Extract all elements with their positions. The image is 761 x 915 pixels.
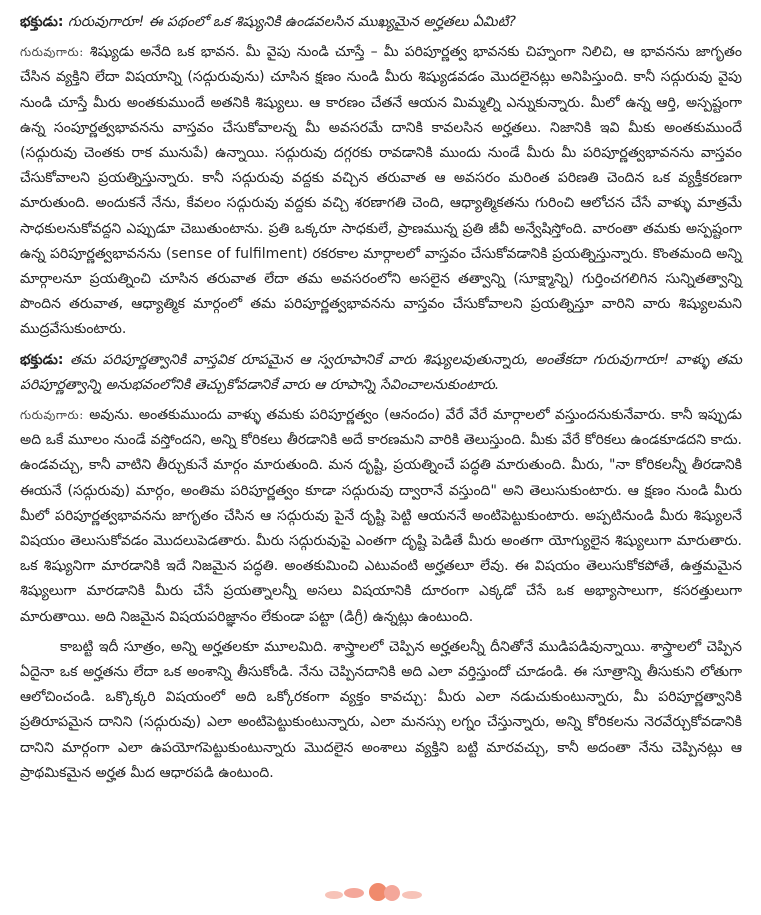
speaker-label: భక్తుడు: xyxy=(20,14,64,30)
answer-text: శిష్యుడు అనేది ఒక భావన. మీ వైపు నుండి చూస్తే – మీ పరిపూర్ణత్వ భావనకు చిహ్నంగా నిలిచి, ఆ భావనను జాగృతం చేసిన వ్యక్తిని లేదా విషయాన్ని (సద్గురువును) చూసిన క్షణం నుండి మీరు శిష్యుడవడం మొదలైనట్లు అనిపిస్తుంది. కానీ సద్గురువు వైపు నుండి చూస్తే మీరు అంతకుముందే అతనికి శిష్యులు. ఆ కారణం చేతనే ఆయన మిమ్మల్ని ఎన్నుకున్నారు. మీలో ఉన్న ఆర్తి, అస్పష్టంగా ఉన్న సంపూర్ణత్వభావనను వాస్తవం చేసుకోవాలన్న మీ అవసరమే దానికి కావలసిన అర్హతలు. నిజానికి ఇవి మీకు అంతకుముందే (సద్గురువు చెంతకు రాక మునుపే) ఉన్నాయి. సద్గురువు దగ్గరకు రావడానికి ముందు నుండే మీరు మీ పరిపూర్ణత్వభావనను వాస్తవం చేసుకోవాలని ప్రయత్నిస్తున్నారు. కానీ సద్గురువు వద్దకు వచ్చిన తరువాత ఆ అవసరం మరింత పరిణతి చెందిన ఒక వ్యక్తీకరణగా మారుతుంది. అందుకనే నేను, కేవలం సద్గురువు వద్దకు వచ్చి శరణాగతి చెంది, ఆధ్యాత్మికతను గురించి ఆలోచన చేసే వాళ్ళు మాత్రమే సాధకులనుకోవద్దని ఎప్పుడూ చెబుతుంటాను. ప్రతి ఒక్కరూ సాధకులే, ప్రాణమున్న ప్రతి జీవీ అన్వేషిస్తోంది. వారంతా తమకు అస్పష్టంగా ఉన్న పరిపూర్ణత్వభావనను (sense of fulfilment) రకరకాల మార్గాలలో వాస్తవం చేసుకోవడానికి ప్రయత్నిస్తున్నారు. కొంతమంది అన్ని మార్గాలనూ ప్రయత్నించి చూసిన తరువాత లేదా తమ అవసరంలోని అసలైన తత్వాన్ని (సూక్ష్మాన్ని) గుర్తించగలిగిన సున్నితత్వాన్ని పొందిన తరువాత, ఆధ్యాత్మిక మార్గంలో తమ పరిపూర్ణత్వభావనను వాస్తవం చేసుకోవాలని ప్రయత్నిస్తూ వారిని వారు శిష్యులమని ముద్రవేసుకుంటారు. xyxy=(20,44,742,338)
speaker-label: గురువుగారు: xyxy=(20,408,84,423)
question-1 xyxy=(20,10,742,35)
answer-text: కాబట్టి ఇదీ సూత్రం, అన్ని అర్హతలకూ మూలమిది. శాస్త్రాలలో చెప్పిన అర్హతలన్నీ దీనితోనే ముడిపడివున్నాయి. శాస్త్రాలలో చెప్పిన ఏదైనా ఒక అర్హతను లేదా ఒక అంశాన్ని తీసుకోండి. నేను చెప్పినదానికి అది ఎలా వర్తిస్తుందో చూడండి. ఈ సూత్రాన్ని తీసుకుని లోతుగా ఆలోచించండి. ఒక్కొక్కరి విషయంలో అది ఒక్కోరకంగా వ్యక్తం కావచ్చు: మీరు ఎలా నడుచుకుంటున్నారు, మీ పరిపూర్ణత్వానికి ప్రతిరూపమైన దానిని (సద్గురువు) ఎలా అంటిపెట్టుకుంటున్నారు, ఎలా మనస్సు లగ్నం చేస్తున్నారు, అన్ని కోరికలను నెరవేర్చుకోవడానికి దానిని మార్గంగా ఎలా ఉపయోగపెట్టుకుంటున్నారు మొదలైన అంశాలు వ్యక్తిని బట్టి మారవచ్చు, కానీ అదంతా నేను చెప్పినట్లు ఆ ప్రాథమికమైన అర్హత మీద ఆధారపడి ఉంటుంది. xyxy=(20,638,742,781)
answer-continuation xyxy=(20,635,742,786)
document-body xyxy=(20,10,742,786)
petal-icon xyxy=(325,891,343,899)
floral-ornament-icon xyxy=(320,880,440,904)
petal-icon xyxy=(344,888,364,898)
answer-2 xyxy=(20,403,742,630)
petal-icon xyxy=(402,891,422,899)
speaker-label: గురువుగారు: xyxy=(20,45,84,60)
speaker-label: భక్తుడు: xyxy=(20,351,64,368)
answer-text: అవును. అంతకుముందు వాళ్ళు తమకు పరిపూర్ణత్వం (ఆనందం) వేరే వేరే మార్గాలలో వస్తుందనుకునేవారు. కానీ ఇప్పుడు అది ఒకే మూలం నుండే వస్తోందని, అన్ని కోరికలు తీరడానికి అదే కారణమని వారికి తెలుస్తుంది. మీకు వేరే కోరికలు ఉండకూడదని కాదు. ఉండవచ్చు, కానీ వాటిని తీర్చుకునే మార్గం మారుతుంది. మన దృష్టి, ప్రయత్నించే పద్ధతి మారుతుంది. మీరు, "నా కోరికలన్నీ తీరడానికి ఈయనే (సద్గురువు) మార్గం, అంతిమ పరిపూర్ణత్వం కూడా సద్గురువు ద్వారానే వస్తుంది" అని తెలుసుకుంటారు. ఆ క్షణం నుండి మీరు మీలో పరిపూర్ణత్వభావనను జాగృతం చేసిన ఆ సద్గురువు పైనే దృష్టి పెట్టి ఆయననే అంటిపెట్టుకుంటారు. అప్పటినుండి మీరు శిష్యులనే విషయం తెలుసుకోవడం మొదలుపెడతారు. మీరు సద్గురువుపై ఎంతగా దృష్టి పెడితే మీరు అంతగా యోగ్యులైన శిష్యులుగా మారుతారు. ఒక శిష్యునిగా మారడానికి ఇదే నిజమైన పద్ధతి. అంతకుమించి ఎటువంటి అర్హతలూ లేవు. ఈ విషయం తెలుసుకోకపోతే, ఉత్తమమైన శిష్యులుగా మారడానికి మీరు చేసే ప్రయత్నాలన్నీ అసలు విషయానికి దూరంగా ఎక్కడో చేసే ఒక అభ్యాసాలుగా, కసరత్తులుగా మారుతాయి. అది నిజమైన విషయపరిజ్ఞానం లేకుండా పట్టా (డిగ్రీ) ఉన్నట్లు ఉంటుంది. xyxy=(20,407,742,625)
flower-icon xyxy=(384,885,400,901)
question-text: తమ పరిపూర్ణత్వానికి వాస్తవిక రూపమైన ఆ స్వరూపానికే వారు శిష్యులవుతున్నారు, అంతేకదా గురువుగారూ! వాళ్ళు తమ పరిపూర్ణత్వాన్ని అనుభవంలోనికి తెచ్చుకోవడానికే వారు ఆ రూపాన్ని సేవించాలనుకుంటారు. xyxy=(20,351,742,393)
question-2 xyxy=(20,348,742,398)
question-text: గురువుగారూ! ఈ పథంలో ఒక శిష్యునికి ఉండవలసిన ముఖ్యమైన అర్హతలు ఏమిటి? xyxy=(67,14,516,30)
answer-1 xyxy=(20,40,742,342)
